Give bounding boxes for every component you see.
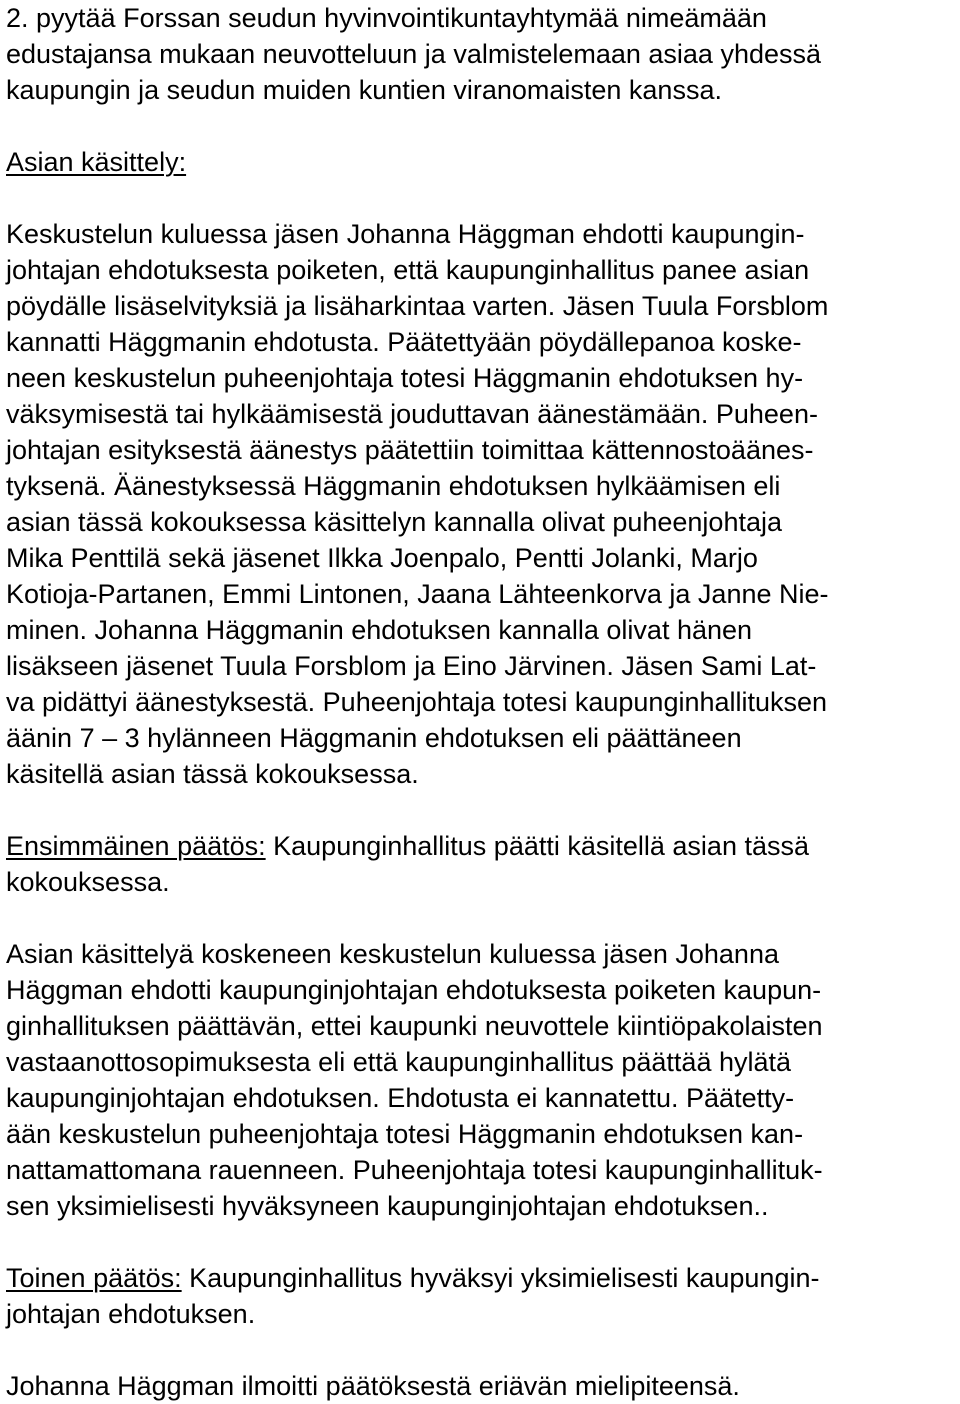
text-line: käsitellä asian tässä kokouksessa. <box>6 759 419 789</box>
paragraph-gap <box>6 108 956 144</box>
text-line: vastaanottosopimuksesta eli että kaupunginhallitus päättää hylätä <box>6 1047 792 1077</box>
paragraph-gap <box>6 1224 956 1260</box>
paragraph-gap <box>6 1332 956 1368</box>
text-line: minen. Johanna Häggmanin ehdotuksen kannalla olivat hänen <box>6 615 753 645</box>
text-line: ään keskustelun puheenjohtaja totesi Häggmanin ehdotuksen kan- <box>6 1119 804 1149</box>
second-decision-paragraph <box>6 1260 956 1332</box>
text-line: neen keskustelun puheenjohtaja totesi Häggmanin ehdotuksen hy- <box>6 363 804 393</box>
text-line: asian tässä kokouksessa käsittelyn kannalla olivat puheenjohtaja <box>6 507 782 537</box>
text-line: kaupungin ja seudun muiden kuntien viranomaisten kanssa. <box>6 75 722 105</box>
text-line: edustajansa mukaan neuvotteluun ja valmistelemaan asiaa yhdessä <box>6 39 822 69</box>
text-line: kannatti Häggmanin ehdotusta. Päätettyään pöydällepanoa koske- <box>6 327 802 357</box>
text-line: kaupunginjohtajan ehdotuksen. Ehdotusta ei kannatettu. Päätetty- <box>6 1083 795 1113</box>
text-line: Kotioja-Partanen, Emmi Lintonen, Jaana Lähteenkorva ja Janne Nie- <box>6 579 829 609</box>
paragraph-gap <box>6 180 956 216</box>
text-line: johtajan ehdotuksesta poiketen, että kaupunginhallitus panee asian <box>6 255 810 285</box>
text-line: va pidättyi äänestyksestä. Puheenjohtaja totesi kaupunginhallituksen <box>6 687 828 717</box>
processing-paragraph <box>6 216 956 792</box>
text-line: äänin 7 – 3 hylänneen Häggmanin ehdotuksen eli päättäneen <box>6 723 742 753</box>
text-line: sen yksimielisesti hyväksyneen kaupunginjohtajan ehdotuksen.. <box>6 1191 769 1221</box>
document-page <box>6 0 956 1404</box>
text-line: kokouksessa. <box>6 867 170 897</box>
text-line: Mika Penttilä sekä jäsenet Ilkka Joenpalo, Pentti Jolanki, Marjo <box>6 543 758 573</box>
text-line: Johanna Häggman ilmoitti päätöksestä eriävän mielipiteensä. <box>6 1371 740 1401</box>
second-decision-text: Kaupunginhallitus hyväksyi yksimielisesti kaupungin- <box>181 1263 820 1293</box>
text-line: johtajan ehdotuksen. <box>6 1299 256 1329</box>
text-line: nattamattomana rauenneen. Puheenjohtaja totesi kaupunginhallituk- <box>6 1155 823 1185</box>
first-decision-text: Kaupunginhallitus päätti käsitellä asian tässä <box>265 831 809 861</box>
text-line: Häggman ehdotti kaupunginjohtajan ehdotuksesta poiketen kaupun- <box>6 975 822 1005</box>
first-decision-label: Ensimmäinen päätös: <box>6 831 266 861</box>
second-discussion-paragraph <box>6 936 956 1224</box>
text-line: 2. pyytää Forssan seudun hyvinvointikuntayhtymää nimeämään <box>6 3 767 33</box>
second-decision-label: Toinen päätös: <box>6 1263 182 1293</box>
processing-heading-paragraph <box>6 144 956 180</box>
first-decision-line <box>6 828 956 864</box>
dissent-paragraph <box>6 1368 956 1404</box>
text-line: tyksenä. Äänestyksessä Häggmanin ehdotuksen hylkäämisen eli <box>6 471 781 501</box>
text-line: Keskustelun kuluessa jäsen Johanna Häggman ehdotti kaupungin- <box>6 219 805 249</box>
processing-heading: Asian käsittely: <box>6 147 187 177</box>
intro-paragraph <box>6 0 956 108</box>
text-line: johtajan esityksestä äänestys päätettiin toimittaa kättennostoäänes- <box>6 435 814 465</box>
text-line: lisäkseen jäsenet Tuula Forsblom ja Eino Järvinen. Jäsen Sami Lat- <box>6 651 817 681</box>
second-decision-line <box>6 1260 956 1296</box>
text-line: pöydälle lisäselvityksiä ja lisäharkintaa varten. Jäsen Tuula Forsblom <box>6 291 829 321</box>
processing-heading-line <box>6 144 956 180</box>
first-decision-paragraph <box>6 828 956 900</box>
text-line: ginhallituksen päättävän, ettei kaupunki neuvottele kiintiöpakolaisten <box>6 1011 823 1041</box>
text-line: väksymisestä tai hylkäämisestä jouduttavan äänestämään. Puheen- <box>6 399 818 429</box>
text-line: Asian käsittelyä koskeneen keskustelun kuluessa jäsen Johanna <box>6 939 779 969</box>
paragraph-gap <box>6 792 956 828</box>
paragraph-gap <box>6 900 956 936</box>
